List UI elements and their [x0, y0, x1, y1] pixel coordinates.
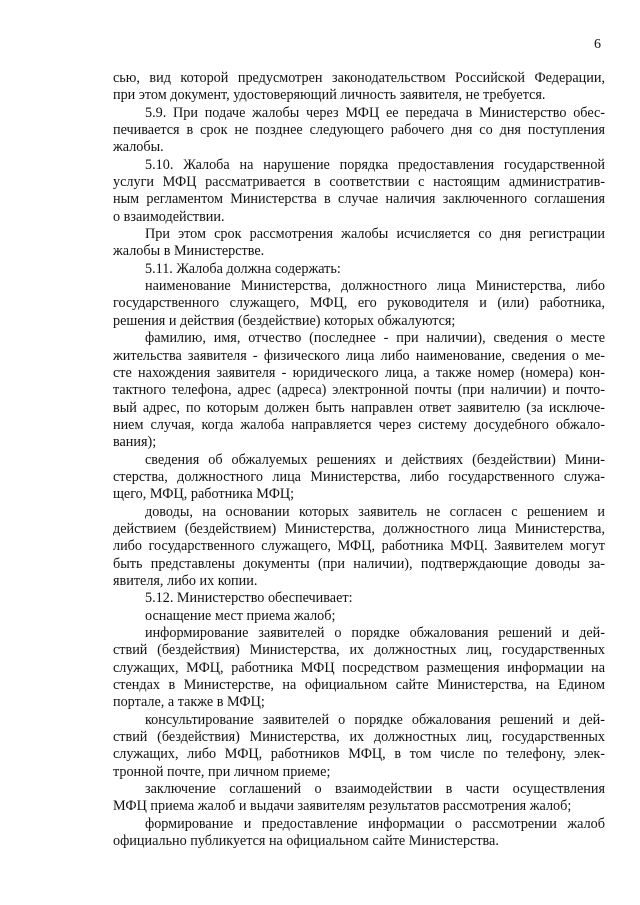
text-line: жалобы в Министерстве. — [113, 243, 265, 260]
text-line: вания); — [113, 434, 157, 451]
text-line: жалобы. — [113, 139, 164, 156]
text-line: заключение соглашений о взаимодействии в части осуществления — [145, 781, 605, 798]
text-line: ным регламентом Министерства в случае наличия заключенного соглашения — [113, 191, 605, 208]
text-line: служащих, МФЦ, работника МФЦ посредством размещения информации на — [113, 659, 605, 676]
text-line: портале, а также в МФЦ; — [113, 694, 265, 711]
document-body — [113, 70, 605, 850]
text-line: ствий (бездействия) Министерства, их должностных лиц, государственных — [113, 729, 605, 746]
text-line: 5.12. Министерство обеспечивает: — [145, 590, 353, 607]
text-line: стерства, должностного лица Министерства, либо государственного служа- — [113, 468, 605, 485]
text-line: доводы, на основании которых заявитель не согласен с решением и — [145, 503, 605, 520]
text-line: тронной почте, при личном приеме; — [113, 763, 331, 780]
text-line: вый адрес, по которым должен быть направлен ответ заявителю (за исключе- — [113, 399, 605, 416]
text-line: консультирование заявителей о порядке обжалования решений и дей- — [145, 711, 605, 728]
text-line: о взаимодействии. — [113, 208, 225, 225]
text-line: стендах в Министерстве, на официальном сайте Министерства, на Едином — [113, 677, 605, 694]
text-line: сведения об обжалуемых решениях и действиях (бездействии) Мини- — [145, 451, 605, 468]
text-line: сте нахождения заявителя - юридического лица, а также номер (номера) кон- — [113, 364, 605, 381]
text-line: информирование заявителей о порядке обжалования решений и дей- — [145, 625, 605, 641]
text-line: наименование Министерства, должностного лица Министерства, либо — [145, 278, 605, 295]
text-line: ствий (бездействия) Министерства, их должностных лиц, государственных — [113, 642, 605, 659]
text-line: тактного телефона, адрес (адреса) электронной почты (при наличии) и почто- — [113, 382, 605, 399]
text-line: щего, МФЦ, работника МФЦ; — [113, 486, 295, 503]
text-line: печивается в срок не позднее следующего рабочего дня со дня поступления — [113, 122, 605, 139]
text-line: жительства заявителя - физического лица либо наименование, сведения о ме- — [113, 347, 605, 364]
text-line: служащих, либо МФЦ, работников МФЦ, в том числе по телефону, элек- — [113, 746, 605, 763]
text-line: явителя, либо их копии. — [113, 572, 258, 589]
text-line: 5.10. Жалоба на нарушение порядка предоставления государственной — [145, 156, 605, 173]
text-line: действием (бездействием) Министерства, должностного лица Министерства, — [113, 520, 605, 537]
text-line: оснащение мест приема жалоб; — [145, 607, 336, 624]
text-line: официально публикуется на официальном сайте Министерства. — [113, 833, 499, 850]
text-line: сью, вид которой предусмотрен законодательством Российской Федерации, — [113, 70, 605, 86]
page-number: 6 — [594, 37, 601, 52]
text-line: При этом срок рассмотрения жалобы исчисляется со дня регистрации — [145, 226, 605, 243]
text-line: быть представлены документы (при наличии), подтверждающие доводы за- — [113, 555, 605, 572]
text-line: 5.11. Жалоба должна содержать: — [145, 260, 341, 277]
text-line: формирование и предоставление информации о рассмотрении жалоб — [145, 815, 605, 832]
text-line: либо государственного служащего, МФЦ, работника МФЦ. Заявителем могут — [113, 538, 605, 555]
text-line: нием случая, когда жалоба направляется через систему досудебного обжало- — [113, 416, 605, 433]
text-line: МФЦ приема жалоб и выдачи заявителям результатов рассмотрения жалоб; — [113, 798, 572, 815]
text-line: 5.9. При подаче жалобы через МФЦ ее передача в Министерство обес- — [145, 104, 605, 121]
text-line: при этом документ, удостоверяющий личность заявителя, не требуется. — [113, 87, 546, 104]
text-line: фамилию, имя, отчество (последнее - при наличии), сведения о месте — [145, 330, 605, 347]
text-line: услуги МФЦ рассматривается в соответствии с настоящим административ- — [113, 174, 605, 191]
text-line: государственного служащего, МФЦ, его руководителя и (или) работника, — [113, 295, 605, 312]
text-line: решения и действия (бездействие) которых обжалуются; — [113, 312, 456, 329]
